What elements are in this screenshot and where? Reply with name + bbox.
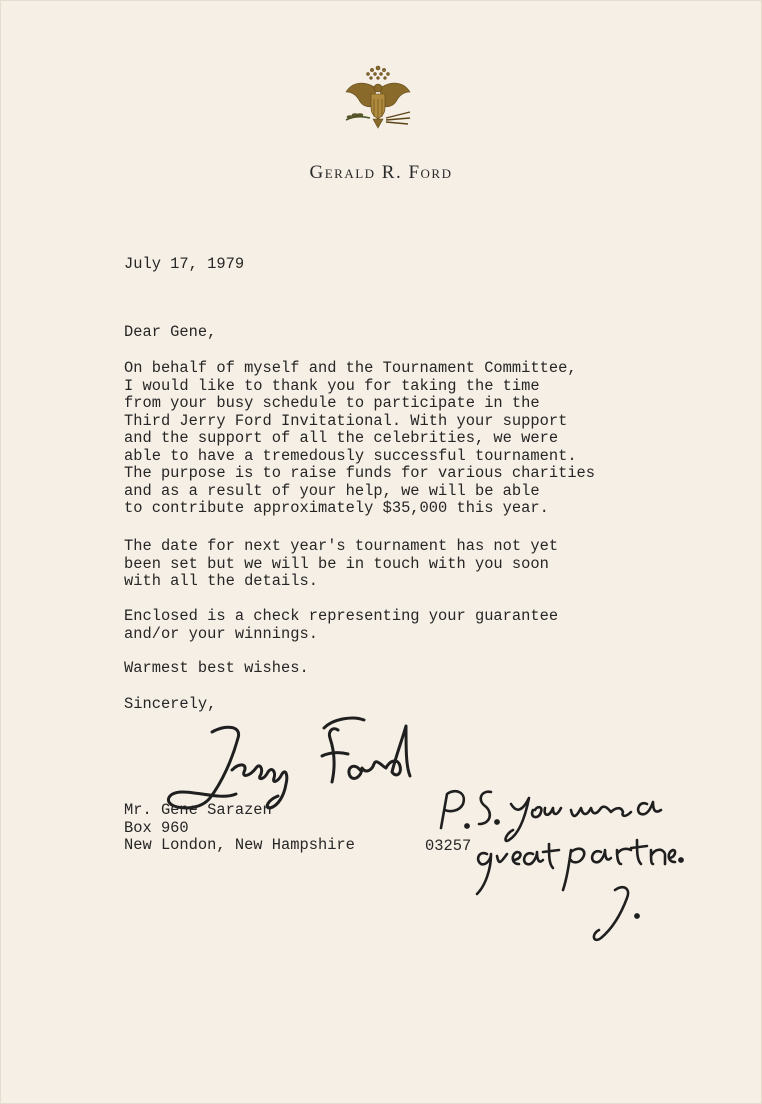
closing: Sincerely,: [124, 695, 217, 713]
salutation: Dear Gene,: [124, 323, 217, 341]
letterhead-name: Gerald R. Ford: [309, 162, 453, 183]
body-paragraph: Enclosed is a check representing your guarantee and/or your winnings.: [124, 607, 559, 643]
body-paragraph: On behalf of myself and the Tournament Committee, I would like to thank you for taking the time from your busy schedule to participate in the Third Jerry Ford Invitational. With your support and the support of all the celebrities, we were able to have a tremedously successful tournament. The purpose is to raise funds for various charities and as a result of your help, we will be able to contribute approximately $35,000 this year.: [124, 359, 596, 517]
recipient-zip: 03257: [425, 837, 472, 855]
recipient-address: Mr. Gene Sarazen Box 960 New London, New Hampshire: [124, 801, 355, 854]
body-paragraph: Warmest best wishes.: [124, 659, 309, 677]
handwritten-postscript: [425, 780, 685, 950]
eagle-seal-icon: [340, 62, 416, 142]
body-paragraph: The date for next year's tournament has not yet been set but we will be in touch with you soon with all the details.: [124, 537, 559, 590]
letter-date: July 17, 1979: [124, 255, 245, 273]
